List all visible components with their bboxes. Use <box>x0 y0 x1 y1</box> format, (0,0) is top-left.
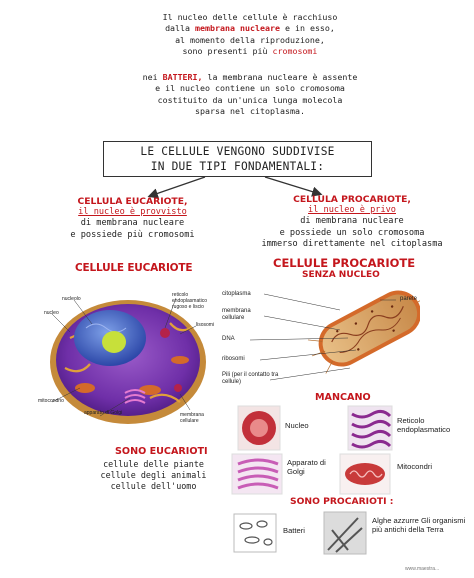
intro-line: sono presenti più cromosomi <box>182 46 318 57</box>
label-nucleolo: nucleolo <box>62 296 81 302</box>
mancano-item-reticolo: Reticolo endoplasmatico <box>397 416 451 434</box>
sono-procarioti-heading: SONO PROCARIOTI : <box>290 496 394 507</box>
mancano-item-nucleo: Nucleo <box>285 421 309 430</box>
watermark: www.maestra... <box>405 566 440 572</box>
prokaryote-diagram-subheading: SENZA NUCLEO <box>302 270 380 280</box>
intro-line: dalla membrana nucleare e in esso, <box>165 23 335 34</box>
intro-line: al momento della riproduzione, <box>175 34 325 45</box>
bacteria-line: e il nucleo contiene un solo cromosoma <box>155 83 345 94</box>
bacteria-line: nei BATTERI, la membrana nucleare è assente <box>142 72 358 82</box>
label-membrana-pro: membrana cellulare <box>222 308 251 321</box>
mitochondrion-shape <box>139 385 161 395</box>
nucleolus-shape <box>102 331 126 353</box>
label-pili: Pili (per il contatto tra cellule) <box>222 372 279 385</box>
label-parete: parete <box>400 296 418 302</box>
lysosome-shape <box>174 384 182 392</box>
arrow-to-prokaryote <box>265 177 320 194</box>
prokaryote-diagram-heading: CELLULE PROCARIOTE <box>273 256 416 270</box>
mitocondri-thumb-shape <box>345 463 385 485</box>
mancano-item-golgi: Apparato di Golgi <box>287 458 326 476</box>
label-membrana-euk: membrana cellulare <box>180 412 204 424</box>
prokaryote-subtitle: il nucleo è privo <box>308 205 396 216</box>
mitochondrion-shape <box>75 383 95 393</box>
batteri-thumb <box>234 514 276 552</box>
label-ribosomi: ribosomi <box>222 356 245 362</box>
sono-eucarioti-heading: SONO EUCARIOTI <box>115 446 208 457</box>
label-nucleo: nucleo <box>44 310 59 316</box>
lysosome-shape <box>160 328 170 338</box>
bacteria-line: costituito da un'unica lunga molecola <box>157 94 343 105</box>
mancano-item-mitocondri: Mitocondri <box>397 462 433 471</box>
procarioti-alghe-label: Alghe azzurre Gli organismi più antichi della Terra <box>372 516 466 534</box>
label-lisosomi: lisosomi <box>196 322 215 328</box>
prokaryote-title: CELLULA PROCARIOTE, <box>293 194 411 205</box>
prokaryote-description: CELLULA PROCARIOTE, il nucleo è privo di membrana nucleare e possiede un solo cromosoma immerso direttamente nel citoplasma <box>252 194 452 250</box>
box-line: LE CELLULE VENGONO SUDDIVISE <box>140 145 335 158</box>
highlight-cromosomi: cromosomi <box>272 46 318 57</box>
label-reticolo: reticolo endoplasmatico rugoso e liscio <box>172 292 208 310</box>
label-citoplasma: citoplasma <box>222 291 251 297</box>
box-line: IN DUE TIPI FONDAMENTALI: <box>150 160 325 173</box>
highlight-membrana: membrana nucleare <box>195 23 280 34</box>
procarioti-batteri-label: Batteri <box>283 526 305 535</box>
eukaryote-description: CELLULA EUCARIOTE, il nucleo è provvisto di membrana nucleare e possiede più cromosomi <box>50 196 215 241</box>
label-dna: DNA <box>222 336 235 342</box>
eukaryote-subtitle: il nucleo è provvisto <box>78 207 187 218</box>
bacteria-line: sparsa nel citoplasma. <box>195 106 305 117</box>
label-mitocondrio: mitocondrio <box>38 398 64 404</box>
mitochondrion-shape <box>171 356 189 364</box>
eukaryote-diagram-heading: CELLULE EUCARIOTE <box>75 262 193 274</box>
label-golgi: apparato di Golgi <box>84 410 123 416</box>
sono-eucarioti-list: cellule delle piante cellule degli animali cellule dell'uomo <box>100 459 207 491</box>
eukaryote-title: CELLULA EUCARIOTE, <box>77 196 188 207</box>
highlight-batteri: BATTERI, <box>162 72 203 82</box>
intro-line: Il nucleo delle cellule è racchiuso <box>162 12 338 22</box>
mancano-heading: MANCANO <box>315 392 371 403</box>
arrow-to-eukaryote <box>150 177 205 196</box>
